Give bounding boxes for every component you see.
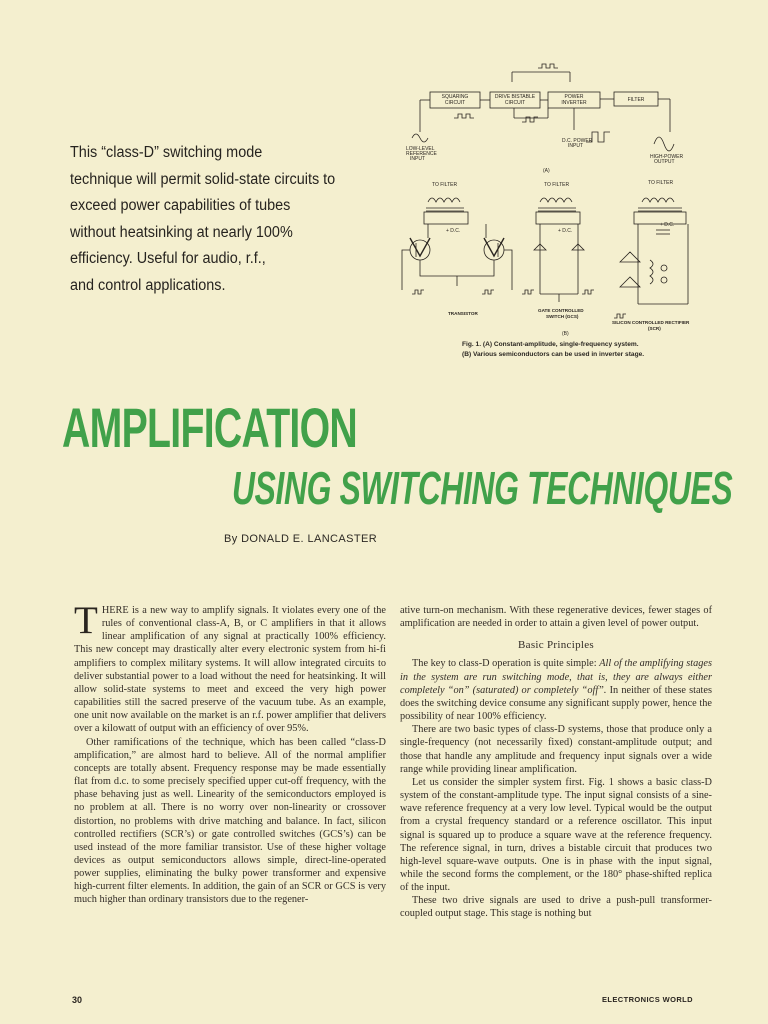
- article-title: AMPLIFICATION: [62, 396, 358, 459]
- body-paragraph: Let us consider the simpler system first. Fig. 1 shows a basic class-D system of the constant-amplitude type. The input signal consists of a sine-wave reference frequency at a very low level. Typical would be the output from a crystal frequency standard or a reference oscillator. This input signal is squared up to produce a square wave at the reference frequency. The reference signal, in turn, drives a bistable circuit that produces two high-level square-wave outputs. One is in phase with the input signal, while the second forms the complement, or the 180° phase-shifted replica of the input.: [400, 776, 712, 894]
- body-column-right: [400, 604, 712, 921]
- intro-line: This “class-D” switching mode: [70, 144, 263, 161]
- body-paragraph: [400, 657, 712, 723]
- body-paragraph: There are two basic types of class-D systems, those that produce only a single-frequency (not necessarily fixed) constant-amplitude output; and those that handle any amplitude and frequency input signals over a wide range while providing linear amplification.: [400, 724, 712, 775]
- section-heading: Basic Principles: [518, 639, 594, 652]
- to-filter-label: TO FILTER: [432, 182, 458, 188]
- bistable-label: CIRCUIT: [504, 100, 526, 106]
- squaring-label: CIRCUIT: [444, 100, 466, 106]
- plus-dc-label: + D.C.: [446, 228, 461, 234]
- gcs-label: GATE CONTROLLED: [538, 308, 584, 313]
- page-number: 30: [72, 995, 83, 1005]
- dc-power-label: INPUT: [568, 143, 583, 149]
- paragraph-text: HERE is a new way to amplify signals. It violates every one of the rules of conventional class-A, B, or C amplifiers in that it allows linear amplification of any signal at practically 100% efficiency. This new concept may drastically alter every electronic system from hi-fi amplifiers to complex military systems. It will allow integrated circuits to deliver substantial power to a load without the need for heatsinking. It will allow solid-state systems to meet and exceed the very high power capabilities still the sacred preserve of the vacuum tube. As an example, one unit now available on the market is an r.f. power amplifier that delivers over a kilowatt of output with an efficiency of over 95%.: [74, 605, 386, 735]
- magazine-name: ELECTRONICS WORLD: [602, 995, 693, 1004]
- intro-line: and control applications.: [70, 276, 226, 294]
- article-subtitle: USING SWITCHING TECHNIQUES: [232, 462, 733, 514]
- intro-line: without heatsinking at nearly 100%: [70, 223, 293, 241]
- emphasis-text: All of the amplifying stages in the system are run switching mode, that is, they are always either completely “on” (saturated) or completely “off”.: [400, 658, 712, 696]
- transistor-label: TRANSISTOR: [448, 311, 478, 316]
- figure-caption-line: (B) Various semiconductors can be used in inverter stage.: [462, 351, 645, 358]
- intro-line: efficiency. Useful for audio, r.f.,: [70, 250, 266, 267]
- high-power-label: HIGH-POWER: [650, 154, 684, 160]
- figure-1: [398, 62, 694, 400]
- paragraph-text: The key to class-D operation is quite simple:: [412, 658, 600, 670]
- scr-label: SILICON CONTROLLED RECTIFIER: [612, 320, 690, 325]
- inverter-label: INVERTER: [561, 100, 587, 106]
- gcs-label: SWITCH (GCS): [546, 314, 579, 319]
- squaring-label: SQUARING: [441, 94, 469, 100]
- bistable-label: DRIVE BISTABLE: [494, 94, 536, 100]
- scr-label: (SCR): [648, 326, 661, 331]
- drop-cap: T: [74, 599, 98, 642]
- body-paragraph: [74, 599, 386, 736]
- body-column-left: [74, 599, 386, 907]
- plus-dc-label: + D.C.: [558, 228, 573, 234]
- intro-line: exceed power capabilities of tubes: [70, 197, 291, 214]
- high-power-label: OUTPUT: [654, 159, 675, 165]
- byline: By DONALD E. LANCASTER: [224, 533, 378, 545]
- to-filter-label: TO FILTER: [648, 180, 674, 186]
- figure-b-label: (B): [562, 331, 569, 337]
- figure-a-label: (A): [543, 168, 550, 174]
- body-paragraph: Other ramifications of the technique, which has been called “class-D amplification,” are almost hard to believe. All of the normal amplifier concepts are totally absent. Frequency response may be made essentially flat from d.c. to some precisely specified upper cut-off frequency, with the phase behaving just as well. Linearity of the semiconductors employed is no problem at all. There is no worry over non-linearity or crossover distortion, no problems with drive matching and balance. In fact, silicon controlled rectifiers (SCR’s) or gate controlled switches (GCS’s) can be used instead of the more familiar transistor. Use of these higher voltage devices as output semiconductors allows simple, direct-line-operated power supplies, eliminating the bulky power transformer and expensive high-current filter elements. In addition, the gain of an SCR or GCS is very much higher than ordinary transistors due to the regener-: [74, 736, 386, 906]
- body-paragraph: These two drive signals are used to drive a push-pull transformer-coupled output stage. This stage is nothing but: [400, 895, 712, 920]
- paragraph-text: In neither of these states does the switching device consume any significant supply power, hence the possibility of near 100% efficiency.: [400, 684, 712, 723]
- low-level-label: LOW-LEVEL: [406, 146, 435, 152]
- intro-blurb: [70, 140, 349, 299]
- body-paragraph: ative turn-on mechanism. With these regenerative devices, fewer stages of amplification are needed in order to attain a given level of power output.: [400, 605, 712, 630]
- inverter-label: POWER: [564, 94, 584, 100]
- low-level-label: REFERENCE: [406, 151, 437, 157]
- intro-line: technique will permit solid-state circuits to: [70, 170, 336, 188]
- to-filter-label: TO FILTER: [544, 182, 570, 188]
- figure-caption: [462, 340, 702, 360]
- dc-power-label: D.C. POWER: [562, 138, 593, 144]
- figure-caption-line: Fig. 1. (A) Constant-amplitude, single-frequency system.: [462, 341, 639, 348]
- low-level-label: INPUT: [410, 156, 425, 162]
- plus-dc-label: + D.C.: [660, 222, 675, 228]
- filter-label: FILTER: [627, 97, 645, 103]
